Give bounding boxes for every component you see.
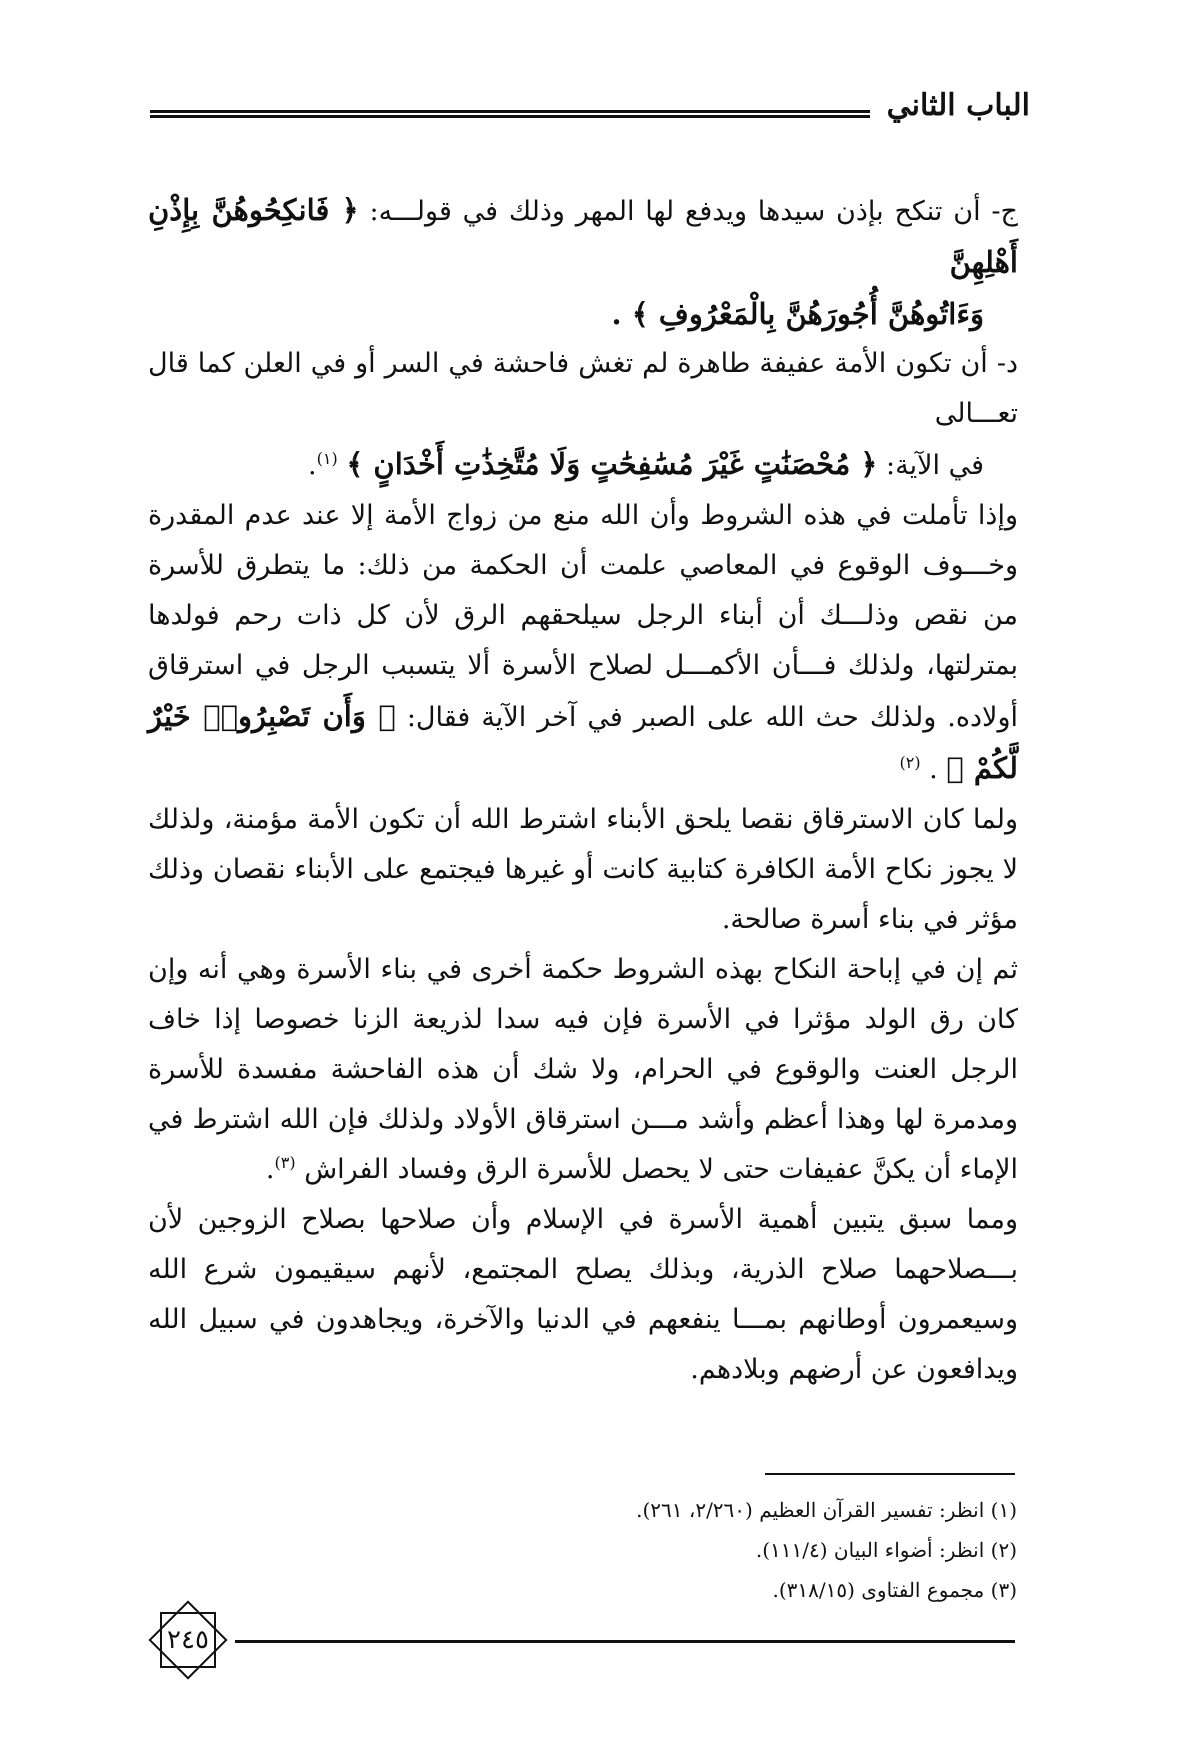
paragraph-1-end-prefix: الآية فقال: [406, 702, 527, 733]
item-d-line2-prefix: في الآية: [886, 450, 984, 481]
item-d-line2 [148, 439, 1018, 491]
paragraph-1-verse: ﴿ وَأَن تَصْبِرُوا۟ خَيْرٌ لَّكُمْ ﴾ [148, 699, 1018, 785]
paragraph-1-text: وإذا تأملت في هذه الشروط وأن الله منع من زواج الأمة إلا عند عدم المقدرة وخـــوف الوقوع في المعاصي علمت أن الحكمة من ذلك: ما يتطرق للأسرة من نقص وذلـــك أن أبناء الرجل سيلحقهم الرق لأن كل ذات رحم فولدها بمترلتها، ولذلك فـــأن الأكمـــل لصلاح الأسرة ألا يتسبب الرجل في استرقاق أولاده. ولذلك حث الله على الصبر في آخر [148, 500, 1018, 733]
item-d-verse: ﴿ مُحْصَنَٰتٍ غَيْرَ مُسَٰفِحَٰتٍ وَلَا مُتَّخِذَٰتِ أَخْدَانٍ ﴾ [346, 447, 878, 481]
footnote-1: (١) انظر: تفسير القرآن العظيم (٢/٢٦٠، ٢٦١). [636, 1498, 1017, 1522]
item-d-end: . [308, 450, 317, 481]
footnote-separator [765, 1473, 1015, 1475]
paragraph-3-end: . [265, 1154, 275, 1185]
page-header [150, 86, 1030, 136]
footnote-ref-2: (٢) [899, 753, 921, 772]
item-d-text: أن تكون الأمة عفيفة طاهرة لم تغش فاحشة في السر أو في العلن كما قال تعـــالى [148, 348, 1018, 429]
footnote-3: (٣) مجموع الفتاوى (٣١٨/١٥). [772, 1578, 1017, 1602]
paragraph-3 [148, 945, 1018, 1195]
footer-rule [235, 1640, 1015, 1643]
paragraph-2: ولما كان الاسترقاق نقصا يلحق الأبناء اشترط الله أن تكون الأمة مؤمنة، ولذلك لا يجوز نكاح الأمة الكافرة كتابية كانت أو غيرها فيجتمع على الأبناء نقصان وذلك مؤثر في بناء أسرة صالحة. [148, 804, 1018, 935]
item-d-marker: د- [996, 348, 1018, 379]
page-number: ٢٤٥ [167, 1625, 209, 1655]
item-c-text: أن تنكح بإذن سيدها ويدفع لها المهر وذلك في قولـــه: [369, 196, 981, 227]
paragraph-3-text: ثم إن في إباحة النكاح بهذه الشروط حكمة أخرى في بناء الأسرة وهي أنه وإن كان رق الولد مؤثرا في الأسرة فإن فيه سدا لذريعة الزنا خصوصا إذا خاف الرجل العنت والوقوع في الحرام، ولا شك أن هذه الفاحشة مفسدة للأسرة ومدمرة لها وهذا أعظم وأشد مـــن استرقاق الأولاد ولذلك فإن الله اشترط في الإماء أن يكنَّ عفيفات حتى لا يحصل للأسرة الرق وفساد الفراش [148, 954, 1018, 1185]
paragraph-4: ومما سبق يتبين أهمية الأسرة في الإسلام وأن صلاحها بصلاح الزوجين لأن بـــصلاحهما صلاح الذرية، وبذلك يصلح المجتمع، لأنهم سيقيمون شرع الله وسيعمرون أوطانهم بمـــا ينفعهم في الدنيا والآخرة، ويجاهدون في سبيل الله ويدافعون عن أرضهم وبلادهم. [148, 1204, 1018, 1385]
footnotes [317, 1490, 1017, 1610]
header-double-rule [150, 110, 870, 118]
item-c [148, 185, 1018, 339]
footnote-ref-3: (٣) [274, 1153, 296, 1172]
footnote-2: (٢) انظر: أضواء البيان (١١١/٤). [755, 1538, 1017, 1562]
page-number-badge [148, 1600, 228, 1680]
item-c-marker: ج- [991, 196, 1018, 227]
footnote-ref-1: (١) [316, 449, 338, 468]
main-text [148, 185, 1018, 1395]
paragraph-1-end: . [929, 754, 938, 785]
paragraph-1 [148, 491, 1018, 795]
chapter-title: الباب الثاني [886, 88, 1030, 123]
item-d [148, 339, 1018, 491]
item-c-verse-line1: ﴿ فَانكِحُوهُنَّ بِإِذْنِ أَهْلِهِنَّ [148, 193, 1018, 279]
item-c-verse-line2: وَءَاتُوهُنَّ أُجُورَهُنَّ بِالْمَعْرُوفِ ﴾ . [611, 297, 984, 331]
